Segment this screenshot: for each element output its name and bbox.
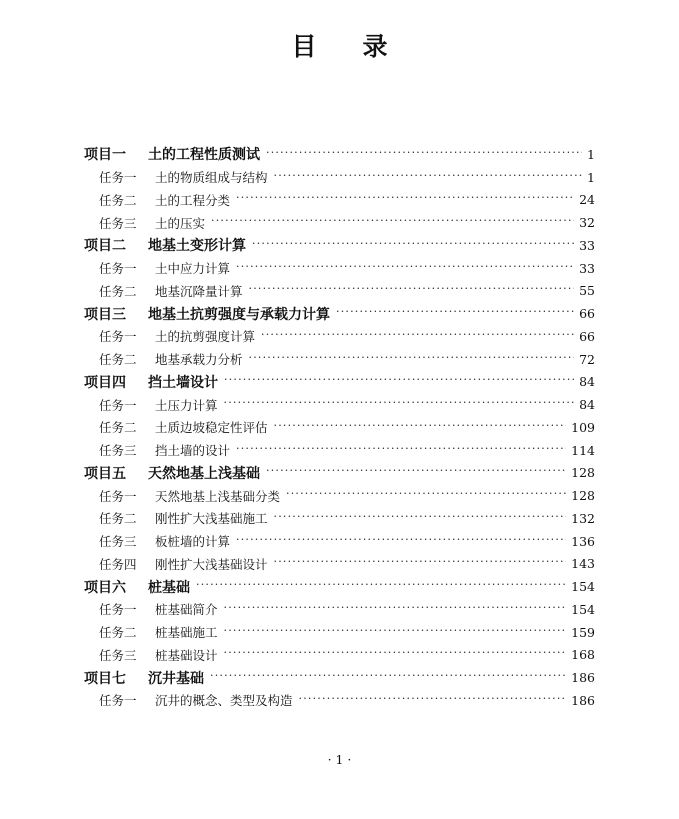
entry-number: 任务三 [99, 215, 137, 231]
entry-title: 地基承载力分析 [155, 352, 243, 368]
toc-entry-task-5-1[interactable] [0, 484, 679, 507]
entry-title: 桩基础 [148, 579, 190, 596]
entry-number: 任务三 [99, 534, 137, 550]
title-char-1: 目 [291, 32, 317, 61]
dot-leader [236, 442, 566, 455]
entry-page: 114 [571, 442, 595, 458]
dot-leader [224, 646, 567, 659]
entry-page: 33 [579, 260, 595, 276]
entry-page: 33 [579, 237, 595, 253]
entry-page: 136 [571, 533, 595, 549]
dot-leader [211, 214, 574, 227]
entry-title: 桩基础施工 [155, 625, 218, 641]
entry-title: 土的工程性质测试 [148, 147, 260, 164]
entry-page: 154 [571, 579, 595, 595]
entry-number: 项目三 [84, 306, 126, 323]
entry-title: 土的压实 [155, 215, 206, 231]
toc-entry-task-3-2[interactable] [0, 348, 679, 371]
entry-number: 任务一 [99, 170, 137, 186]
entry-page: 168 [571, 647, 595, 663]
entry-page: 128 [571, 488, 595, 504]
entry-title: 土质边坡稳定性评估 [155, 420, 268, 436]
entry-number: 项目七 [84, 670, 126, 687]
dot-leader [224, 601, 567, 614]
dot-leader [236, 260, 574, 273]
entry-page: 186 [571, 670, 595, 686]
toc-entry-project-3[interactable] [0, 302, 679, 325]
toc-entry-project-7[interactable] [0, 666, 679, 689]
entry-title: 土的物质组成与结构 [155, 170, 268, 186]
toc-entry-task-7-1[interactable] [0, 689, 679, 712]
entry-page: 84 [579, 397, 595, 413]
entry-number: 任务三 [99, 443, 137, 459]
toc-entry-task-2-1[interactable] [0, 257, 679, 280]
dot-leader [261, 328, 574, 341]
dot-leader [336, 305, 574, 318]
toc-entry-project-2[interactable] [0, 234, 679, 257]
entry-number: 任务一 [99, 329, 137, 345]
entry-title: 地基土抗剪强度与承载力计算 [148, 306, 330, 323]
dot-leader [236, 191, 574, 204]
toc-entry-task-3-1[interactable] [0, 325, 679, 348]
dot-leader [210, 669, 566, 682]
table-of-contents [0, 143, 679, 712]
entry-page: 55 [579, 283, 595, 299]
toc-entry-task-4-3[interactable] [0, 439, 679, 462]
dot-leader [286, 487, 566, 500]
entry-title: 土的抗剪强度计算 [155, 329, 256, 345]
entry-page: 186 [571, 692, 595, 708]
entry-title: 桩基础简介 [155, 602, 218, 618]
toc-entry-task-1-3[interactable] [0, 211, 679, 234]
entry-page: 109 [571, 419, 595, 435]
entry-number: 任务一 [99, 488, 137, 504]
dot-leader [236, 533, 566, 546]
dot-leader [274, 510, 567, 523]
toc-entry-task-4-1[interactable] [0, 393, 679, 416]
toc-entry-project-5[interactable] [0, 462, 679, 485]
entry-title: 土压力计算 [155, 397, 218, 413]
dot-leader [266, 146, 582, 159]
toc-entry-task-2-2[interactable] [0, 280, 679, 303]
toc-entry-task-5-4[interactable] [0, 553, 679, 576]
toc-entry-task-5-3[interactable] [0, 530, 679, 553]
entry-page: 154 [571, 601, 595, 617]
dot-leader [266, 464, 566, 477]
entry-title: 天然地基上浅基础分类 [155, 488, 281, 504]
entry-title: 沉井基础 [148, 670, 204, 687]
entry-page: 132 [571, 510, 595, 526]
entry-number: 任务四 [99, 556, 137, 572]
entry-number: 任务二 [99, 420, 137, 436]
toc-entry-task-4-2[interactable] [0, 416, 679, 439]
entry-number: 任务一 [99, 602, 137, 618]
dot-leader [249, 282, 575, 295]
entry-number: 任务一 [99, 693, 137, 709]
entry-number: 任务二 [99, 352, 137, 368]
dot-leader [224, 624, 567, 637]
entry-number: 项目一 [84, 147, 126, 164]
entry-title: 土中应力计算 [155, 261, 231, 277]
entry-page: 143 [571, 556, 595, 572]
entry-title: 桩基础设计 [155, 647, 218, 663]
entry-number: 项目二 [84, 238, 126, 255]
toc-entry-task-1-2[interactable] [0, 189, 679, 212]
title-char-2: 录 [362, 32, 388, 61]
entry-page: 1 [587, 169, 595, 185]
dot-leader [249, 351, 575, 364]
dot-leader [224, 373, 574, 386]
toc-entry-task-6-1[interactable] [0, 598, 679, 621]
entry-page: 1 [587, 146, 595, 162]
dot-leader [274, 419, 567, 432]
entry-number: 任务二 [99, 192, 137, 208]
entry-title: 天然地基上浅基础 [148, 465, 260, 482]
entry-title: 挡土墙设计 [148, 374, 218, 391]
entry-title: 挡土墙的设计 [155, 443, 231, 459]
entry-number: 任务一 [99, 261, 137, 277]
toc-entry-project-1[interactable] [0, 143, 679, 166]
entry-title: 沉井的概念、类型及构造 [155, 693, 293, 709]
toc-entry-project-4[interactable] [0, 371, 679, 394]
toc-entry-task-6-3[interactable] [0, 644, 679, 667]
entry-page: 66 [579, 306, 595, 322]
entry-title: 刚性扩大浅基础施工 [155, 511, 268, 527]
entry-number: 任务一 [99, 397, 137, 413]
toc-entry-task-5-2[interactable] [0, 507, 679, 530]
entry-page: 159 [571, 624, 595, 640]
entry-number: 任务三 [99, 647, 137, 663]
entry-page: 32 [579, 215, 595, 231]
toc-entry-project-6[interactable] [0, 575, 679, 598]
dot-leader [274, 555, 567, 568]
entry-title: 地基土变形计算 [148, 238, 246, 255]
entry-title: 刚性扩大浅基础设计 [155, 556, 268, 572]
entry-page: 128 [571, 465, 595, 481]
dot-leader [224, 396, 575, 409]
dot-leader [196, 578, 566, 591]
entry-number: 任务二 [99, 283, 137, 299]
entry-page: 24 [579, 192, 595, 208]
dot-leader [299, 692, 567, 705]
entry-page: 84 [579, 374, 595, 390]
dot-leader [274, 169, 583, 182]
toc-entry-task-1-1[interactable] [0, 166, 679, 189]
page-number: · 1 · [327, 752, 352, 767]
entry-title: 土的工程分类 [155, 192, 231, 208]
entry-number: 项目四 [84, 374, 126, 391]
entry-page: 72 [579, 351, 595, 367]
page-title [0, 30, 679, 64]
entry-page: 66 [579, 328, 595, 344]
dot-leader [252, 237, 574, 250]
entry-number: 项目六 [84, 579, 126, 596]
entry-title: 地基沉降量计算 [155, 283, 243, 299]
toc-entry-task-6-2[interactable] [0, 621, 679, 644]
entry-number: 任务二 [99, 625, 137, 641]
entry-number: 任务二 [99, 511, 137, 527]
entry-title: 板桩墙的计算 [155, 534, 231, 550]
entry-number: 项目五 [84, 465, 126, 482]
